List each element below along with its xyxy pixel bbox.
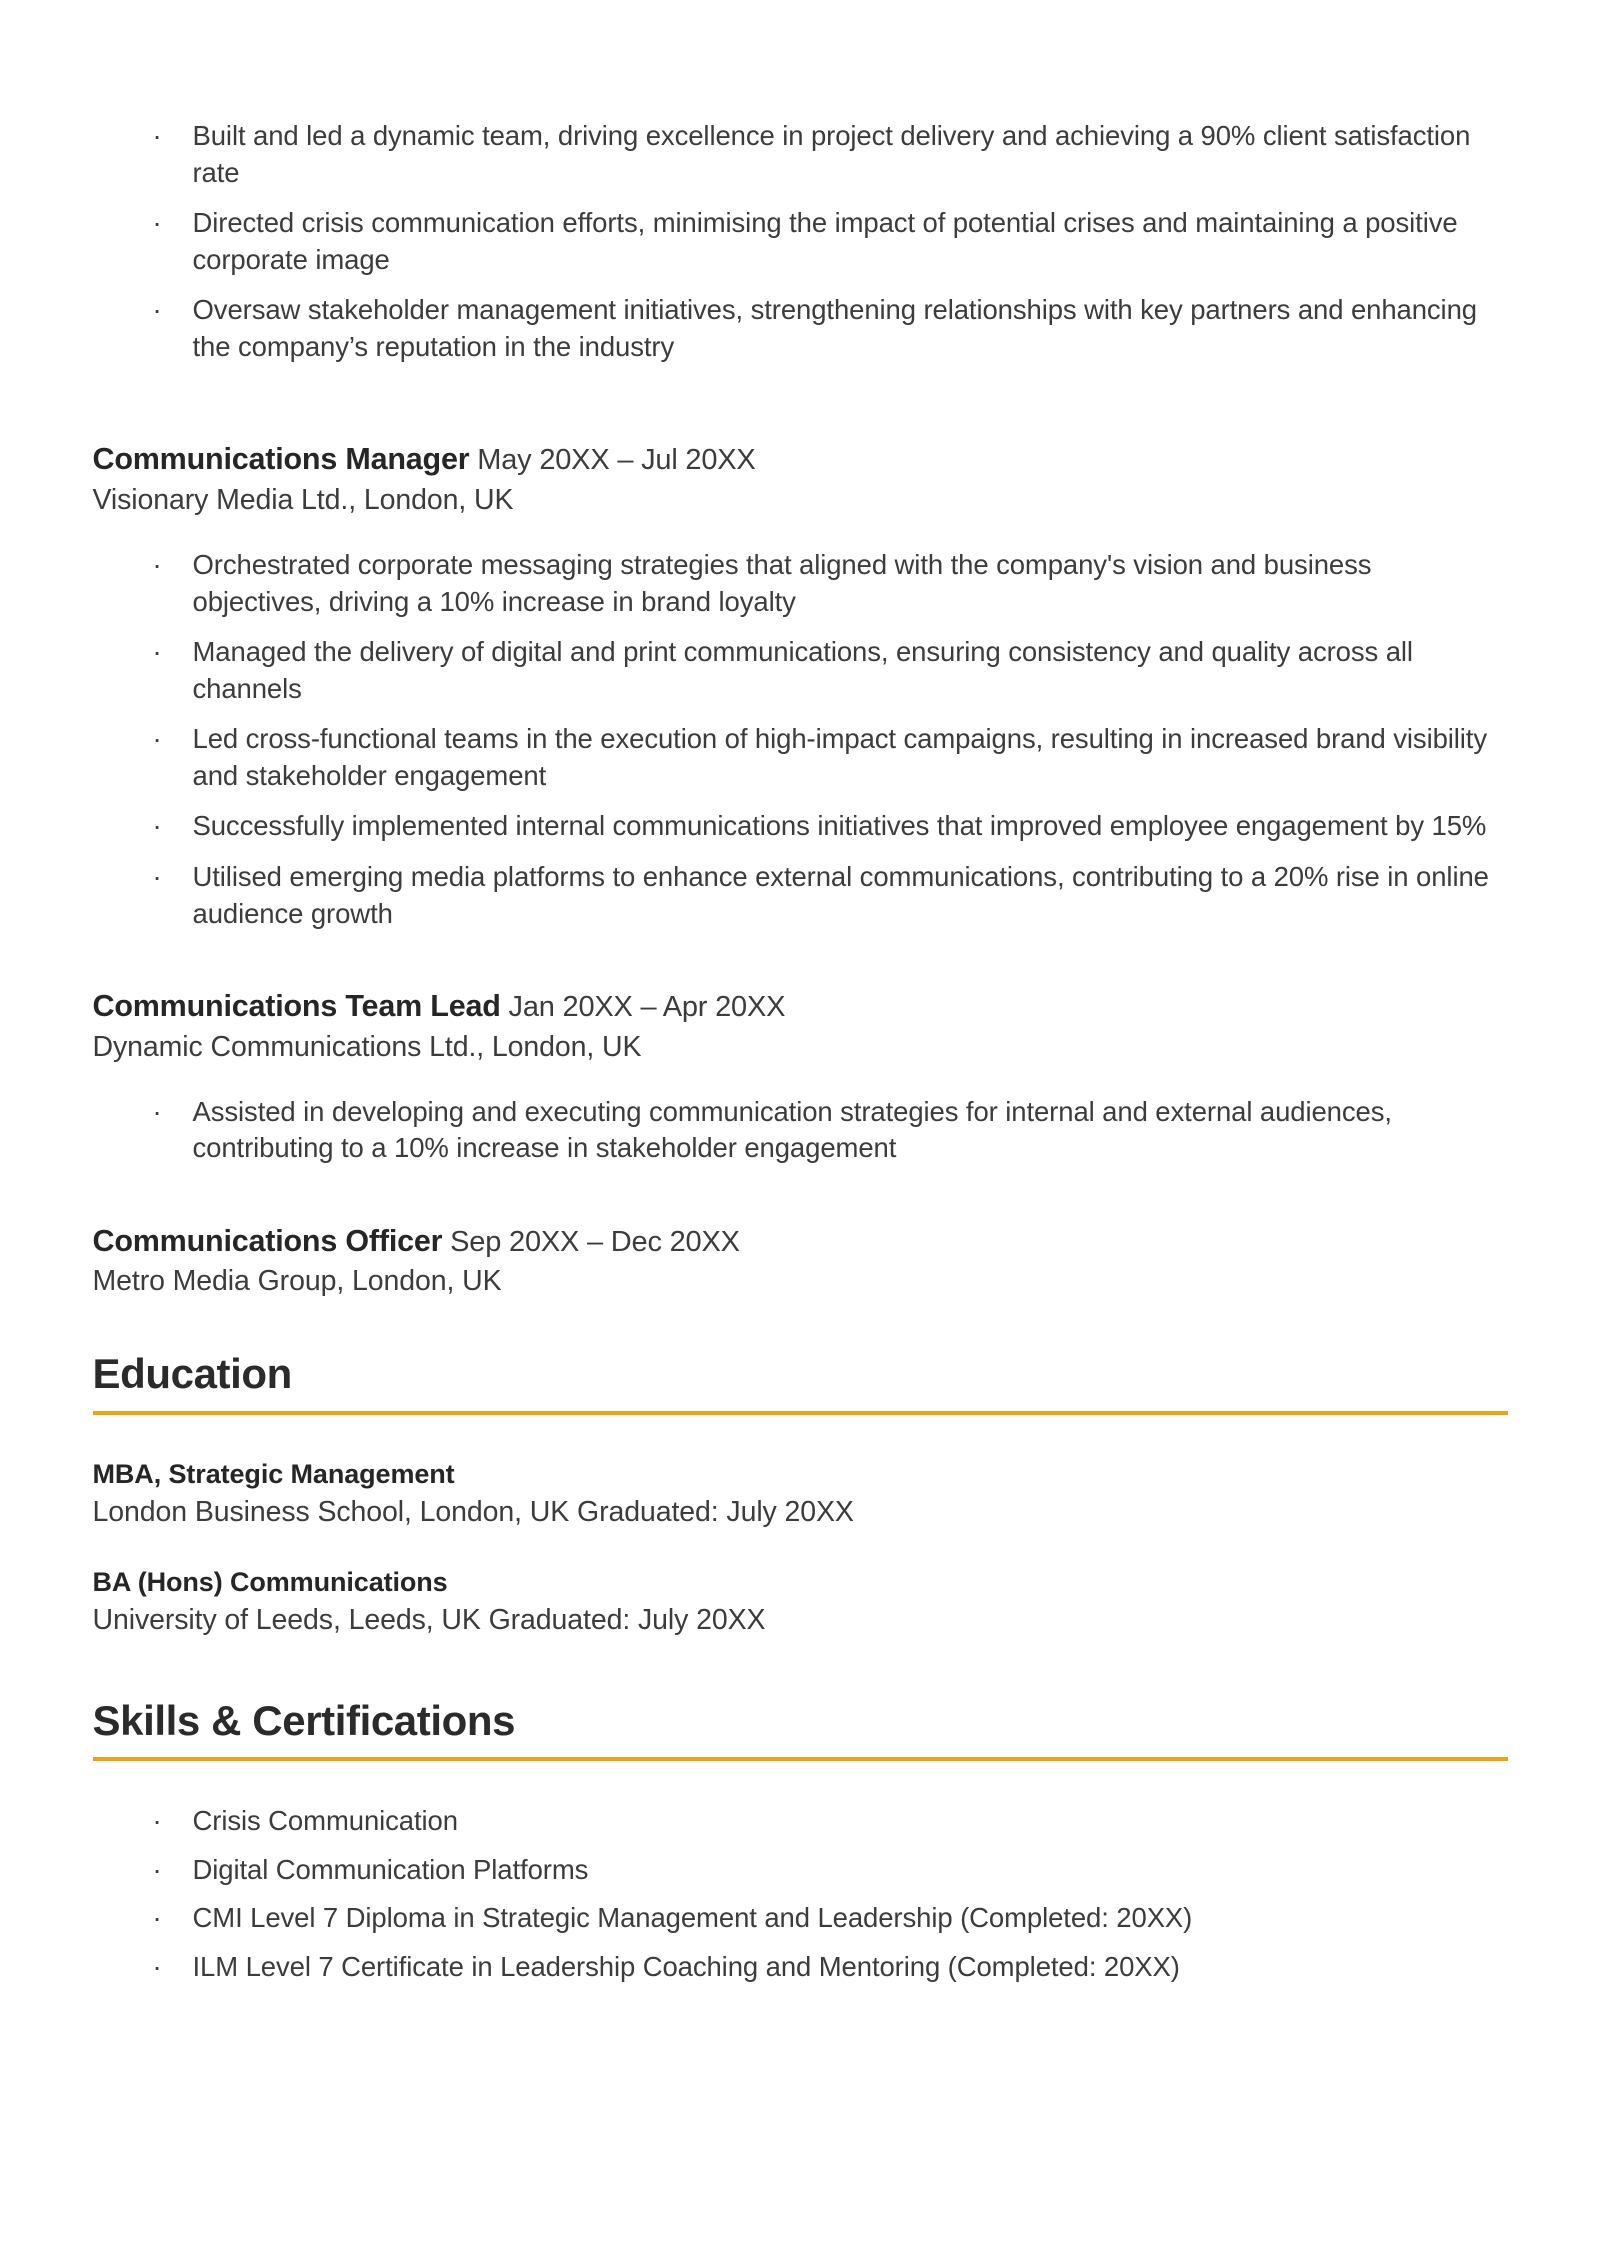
education-heading: Education: [92, 1350, 292, 1398]
bullet-point-icon: ·: [152, 549, 162, 581]
job-title: Communications Officer: [92, 1223, 443, 1258]
list-item-text: Oversaw stakeholder management initiatives, strengthening relationships with key partners and enhancing the company’s reputation in the industry: [192, 294, 1477, 362]
achievement-item: [93, 1094, 1508, 1167]
bullet-point-icon: ·: [152, 810, 162, 842]
job-dates: Jan 20XX – Apr 20XX: [500, 991, 786, 1024]
job-bullet-list: [93, 1094, 1508, 1167]
experience-list: [93, 399, 1508, 1300]
bullet-point-icon: ·: [152, 294, 162, 326]
list-item-text: Assisted in developing and executing communication strategies for internal and external audiences, contributing to a 10% increase in stakeholder engagement: [192, 1095, 1392, 1164]
achievement-item: [93, 634, 1508, 707]
education-school: University of Leeds, Leeds, UK Graduated: July 20XX: [92, 1604, 766, 1637]
job-dates: May 20XX – Jul 20XX: [469, 444, 756, 477]
job-header: [93, 439, 1508, 480]
education-degree: MBA, Strategic Management: [92, 1458, 455, 1489]
skill-item: [93, 1852, 1508, 1889]
education-entry: [93, 1565, 1508, 1639]
list-item-text: Crisis Communication: [192, 1805, 458, 1837]
job-company: Visionary Media Ltd., London, UK: [92, 483, 514, 516]
job-header: [93, 986, 1508, 1027]
list-item-text: Built and led a dynamic team, driving excellence in project delivery and achieving a 90% client satisfaction rate: [192, 120, 1471, 188]
list-item-text: Led cross-functional teams in the execution of high-impact campaigns, resulting in increased brand visibility and stakeholder engagement: [192, 723, 1487, 791]
job-company: Metro Media Group, London, UK: [92, 1265, 502, 1298]
skill-item: [93, 1803, 1508, 1840]
skills-heading: Skills & Certifications: [92, 1697, 516, 1745]
job-header: [93, 1221, 1508, 1262]
bullet-point-icon: ·: [152, 723, 162, 755]
bullet-point-icon: ·: [152, 207, 162, 239]
achievement-item: [93, 808, 1508, 845]
list-item-text: Utilised emerging media platforms to enhance external communications, contributing to a 20% rise in online audience growth: [192, 860, 1489, 929]
bullet-point-icon: ·: [152, 1805, 162, 1837]
experience-entry: [93, 986, 1508, 1167]
skill-item: [93, 1949, 1508, 1986]
list-item-text: CMI Level 7 Diploma in Strategic Management and Leadership (Completed: 20XX): [192, 1902, 1193, 1934]
bullet-point-icon: ·: [152, 860, 162, 892]
list-item-text: Orchestrated corporate messaging strategies that aligned with the company's vision and business objectives, driving a 10% increase in brand loyalty: [192, 549, 1372, 617]
skills-section: [93, 1697, 1508, 1986]
education-entries: [93, 1457, 1508, 1639]
education-entry: [93, 1457, 1508, 1531]
experience-entry: [93, 439, 1508, 932]
list-item-text: Directed crisis communication efforts, minimising the impact of potential crises and maintaining a positive corporate image: [192, 207, 1458, 275]
job-title: Communications Team Lead: [92, 989, 501, 1024]
bullet-point-icon: ·: [152, 1853, 162, 1885]
resume-content: [93, 118, 1508, 1986]
job-company: Dynamic Communications Ltd., London, UK: [92, 1030, 642, 1063]
skills-list: [93, 1803, 1508, 1985]
bullet-point-icon: ·: [152, 1951, 162, 1983]
achievement-item: [93, 292, 1508, 365]
job-dates: Sep 20XX – Dec 20XX: [442, 1225, 740, 1258]
bullet-point-icon: ·: [152, 1902, 162, 1934]
bullet-point-icon: ·: [152, 120, 162, 151]
achievement-item: [93, 859, 1508, 932]
bullet-point-icon: ·: [152, 636, 162, 668]
achievement-item: [93, 118, 1508, 191]
achievement-item: [93, 547, 1508, 620]
experience-entry: [93, 1221, 1508, 1301]
job-bullet-list: [93, 547, 1508, 932]
list-item-text: Digital Communication Platforms: [192, 1853, 589, 1885]
top-bullet-list: [93, 118, 1508, 365]
achievement-item: [93, 721, 1508, 794]
education-school: London Business School, London, UK Graduated: July 20XX: [92, 1495, 854, 1528]
list-item-text: ILM Level 7 Certificate in Leadership Coaching and Mentoring (Completed: 20XX): [192, 1951, 1180, 1983]
bullet-point-icon: ·: [152, 1095, 162, 1127]
achievement-item: [93, 205, 1508, 278]
list-item-text: Managed the delivery of digital and print communications, ensuring consistency and quality across all channels: [192, 636, 1413, 704]
education-section: [93, 1350, 1508, 1639]
job-title: Communications Manager: [92, 442, 470, 477]
education-degree: BA (Hons) Communications: [92, 1566, 448, 1597]
list-item-text: Successfully implemented internal communications initiatives that improved employee engagement by 15%: [192, 810, 1487, 842]
skill-item: [93, 1900, 1508, 1937]
